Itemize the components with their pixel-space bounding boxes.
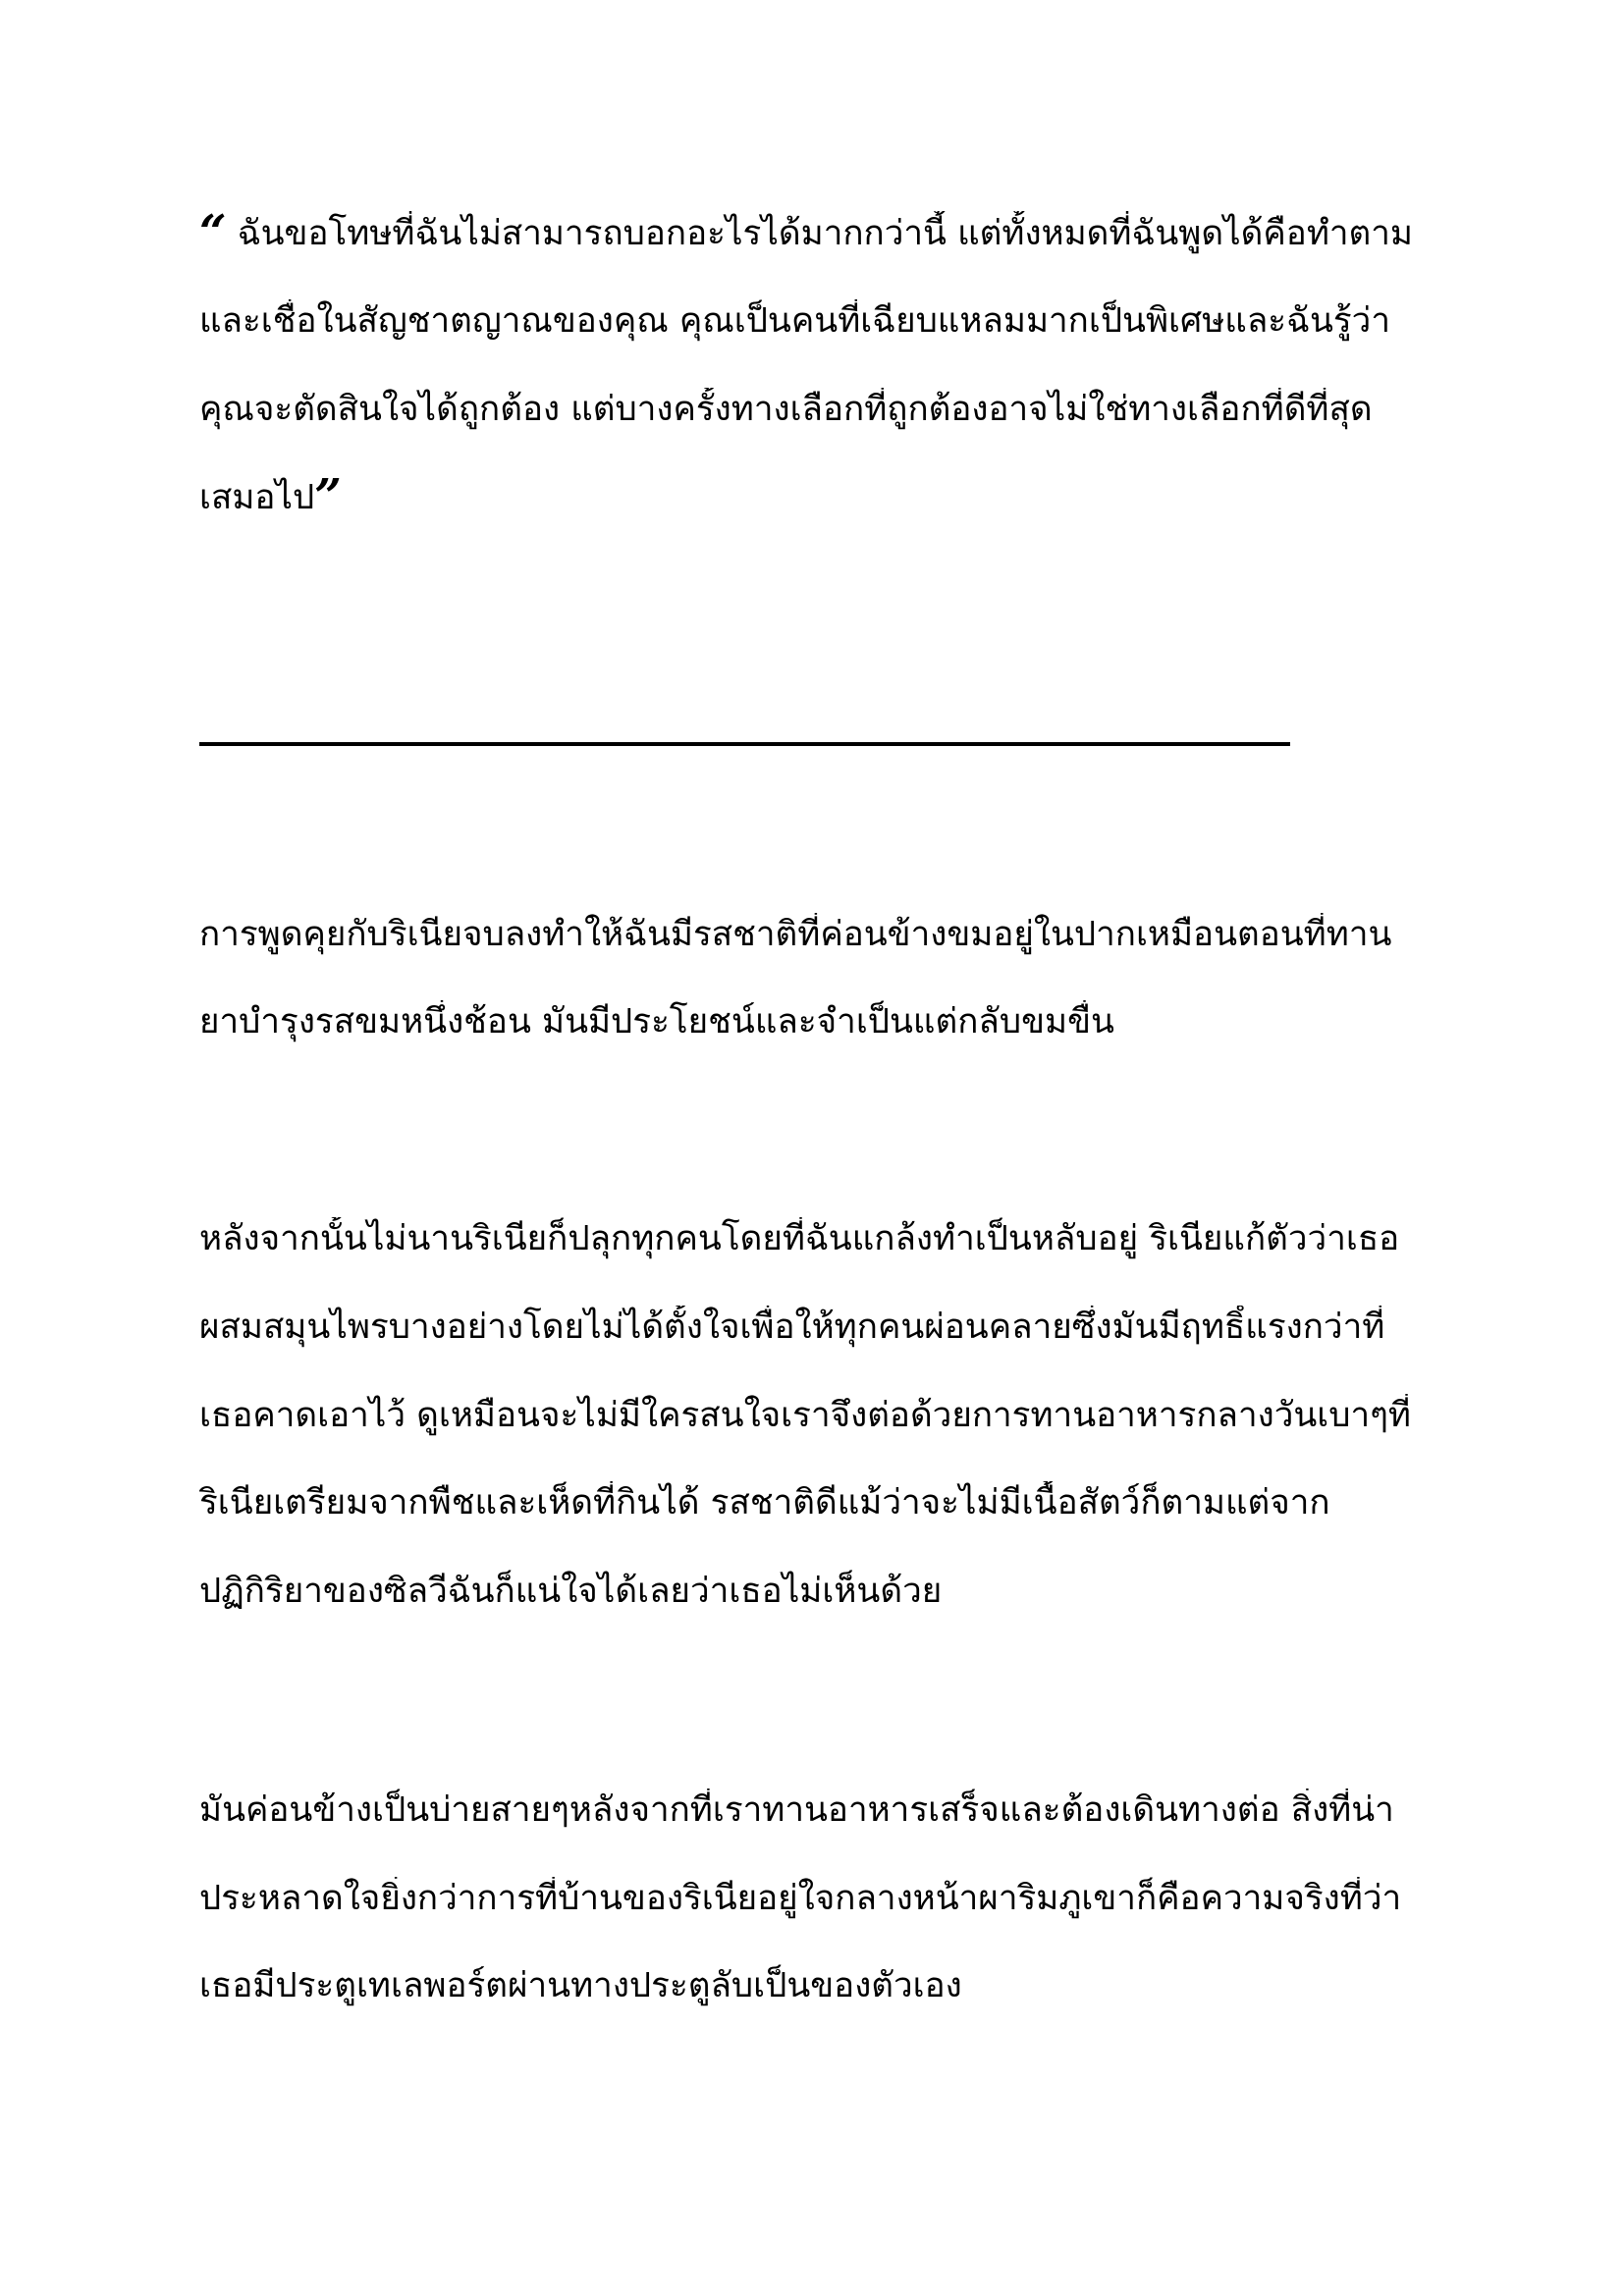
quote-line-4 [199,475,1427,519]
quote-text: เสมอไป [199,478,315,517]
quote-line-2: และเชื่อในสัญชาตญาณของคุณ คุณเป็นคนที่เฉียบแหลมมากเป็นพิเศษและฉันรู้ว่า [199,301,1390,341]
paragraph-2-line-5: ปฏิกิริยาของซิลวีฉันก็แน่ใจได้เลยว่าเธอไม่เห็นด้วย [199,1572,943,1611]
paragraph-3-line-3: เธอมีประตูเทเลพอร์ตผ่านทางประตูลับเป็นของตัวเอง [199,1966,962,2005]
quote-line-3: คุณจะตัดสินใจได้ถูกต้อง แต่บางครั้งทางเลือกที่ถูกต้องอาจไม่ใช่ทางเลือกที่ดีที่สุด [199,390,1373,429]
paragraph-1-line-2: ยาบำรุงรสขมหนึ่งช้อน มันมีประโยชน์และจำเป็นแต่กลับขมขื่น [199,1002,1114,1041]
section-divider [199,742,1290,746]
paragraph-3-line-1: มันค่อนข้างเป็นบ่ายสายๆหลังจากที่เราทานอาหารเสร็จและต้องเดินทางต่อ สิ่งที่น่า [199,1790,1394,1830]
paragraph-2-line-1: หลังจากนั้นไม่นานริเนียก็ปลุกทุกคนโดยที่ฉันแกล้งทำเป็นหลับอยู่ ริเนียแก้ตัวว่าเธอ [199,1219,1400,1258]
quote-text: ฉันขอโทษที่ฉันไม่สามารถบอกอะไรได้มากกว่านี้ แต่ทั้งหมดที่ฉันพูดได้คือทำตาม [237,214,1413,253]
quote-line-1 [199,211,1427,255]
close-quote-mark: ” [314,475,342,519]
open-quote-mark: “ [199,211,227,255]
paragraph-2-line-4: ริเนียเตรียมจากพืชและเห็ดที่กินได้ รสชาติดีแม้ว่าจะไม่มีเนื้อสัตว์ก็ตามแต่จาก [199,1483,1330,1522]
paragraph-3-line-2: ประหลาดใจยิ่งกว่าการที่บ้านของริเนียอยู่ใจกลางหน้าผาริมภูเขาก็คือความจริงที่ว่า [199,1879,1402,1918]
paragraph-2-line-2: ผสมสมุนไพรบางอย่างโดยไม่ได้ตั้งใจเพื่อให้ทุกคนผ่อนคลายซึ่งมันมีฤทธิ์แรงกว่าที่ [199,1308,1385,1347]
paragraph-2-line-3: เธอคาดเอาไว้ ดูเหมือนจะไม่มีใครสนใจเราจึงต่อด้วยการทานอาหารกลางวันเบาๆที่ [199,1396,1411,1435]
paragraph-1-line-1: การพูดคุยกับริเนียจบลงทำให้ฉันมีรสชาติที่ค่อนข้างขมอยู่ในปากเหมือนตอนที่ทาน [199,915,1392,954]
